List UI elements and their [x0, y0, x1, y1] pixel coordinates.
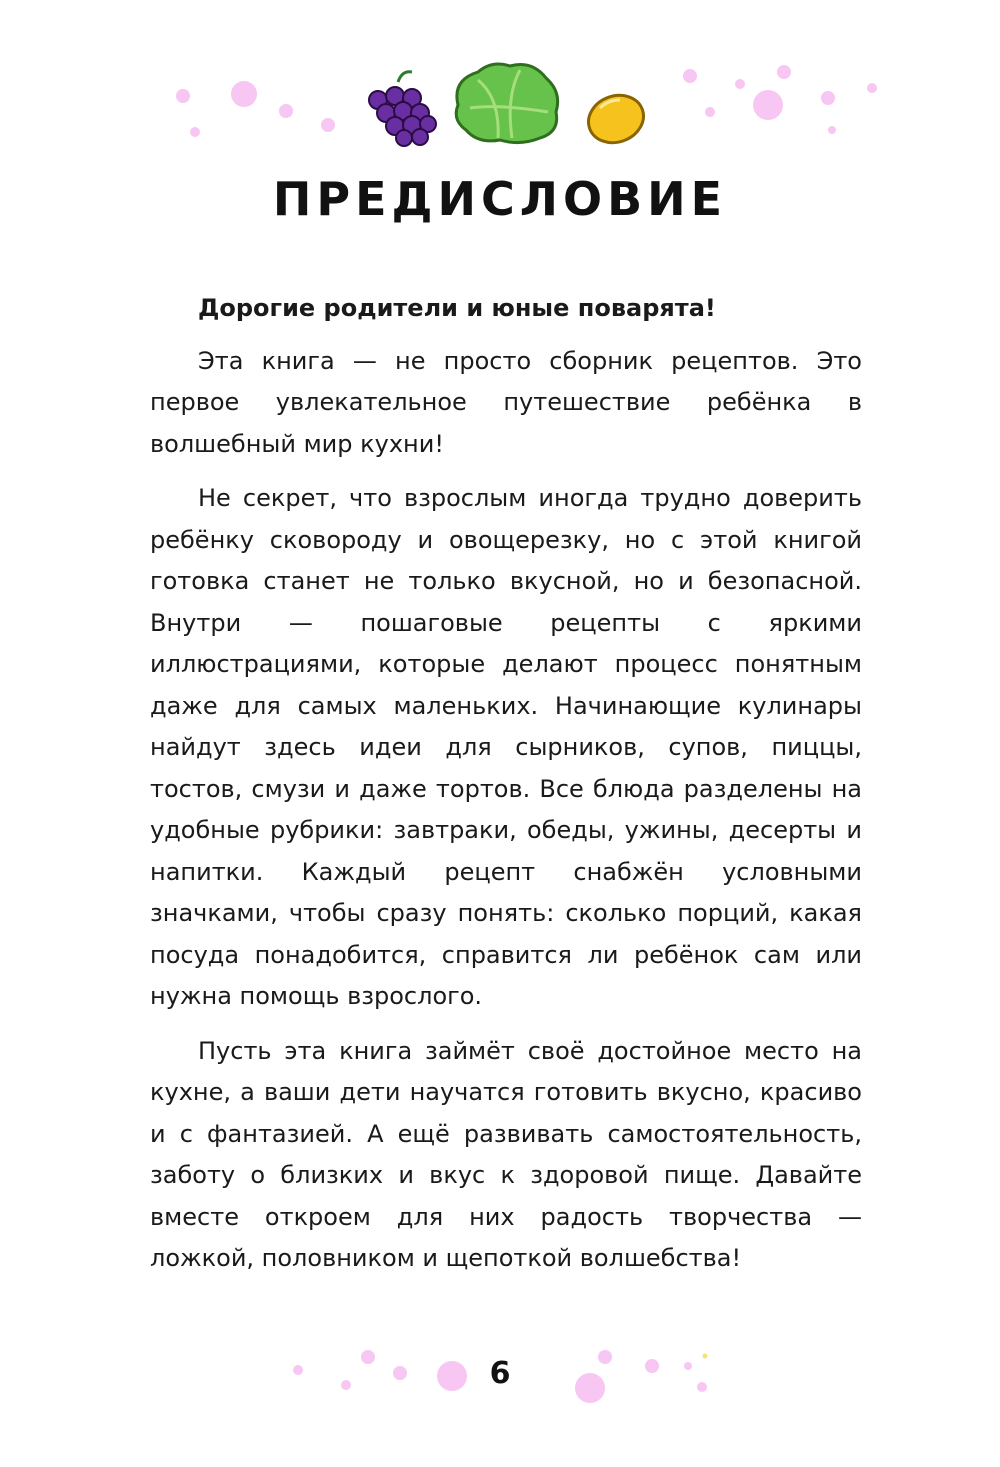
page-number: 6 — [489, 1356, 511, 1391]
greeting: Дорогие родители и юные поварята! — [198, 294, 716, 322]
paragraph-3: Пусть эта книга займёт своё достойное место на кухне, а ваши дети научатся готовить вкусно, красиво и с фантазией. А ещё развивать самостоятельность, заботу о близких и вкус к здоровой пище. Давайте вместе откроем для них радость творчества — ложкой, половником и щепоткой волшебства! — [150, 1036, 862, 1272]
lemon-icon — [582, 88, 650, 150]
yellow-dot — [703, 1354, 708, 1359]
paragraph-1: Эта книга — не просто сборник рецептов. Это первое увлекательное путешествие ребёнка в волшебный мир кухни! — [150, 346, 862, 458]
top-dots — [176, 65, 877, 137]
page-title: ПРЕДИСЛОВИЕ — [272, 172, 728, 226]
grapes-icon — [369, 72, 436, 146]
cabbage-icon — [456, 64, 557, 143]
paragraph-2: Не секрет, что взрослым иногда трудно доверить ребёнку сковороду и овощерезку, но с этой книгой готовка станет не только вкусной, но и безопасной. Внутри — пошаговые рецепты с яркими иллюстрациями, которые делают процесс понятным даже для самых маленьких. Начинающие кулинары найдут здесь идеи для сырников, супов, пиццы, тостов, смузи и даже тортов. Все блюда разделены на удобные рубрики: завтраки, обеды, ужины, десерты и напитки. Каждый рецепт снабжён условными значками, чтобы сразу понять: сколько порций, какая посуда понадобится, справится ли ребёнок сам или нужна помощь взрослого. — [150, 484, 862, 1010]
preface-text — [150, 288, 862, 1293]
